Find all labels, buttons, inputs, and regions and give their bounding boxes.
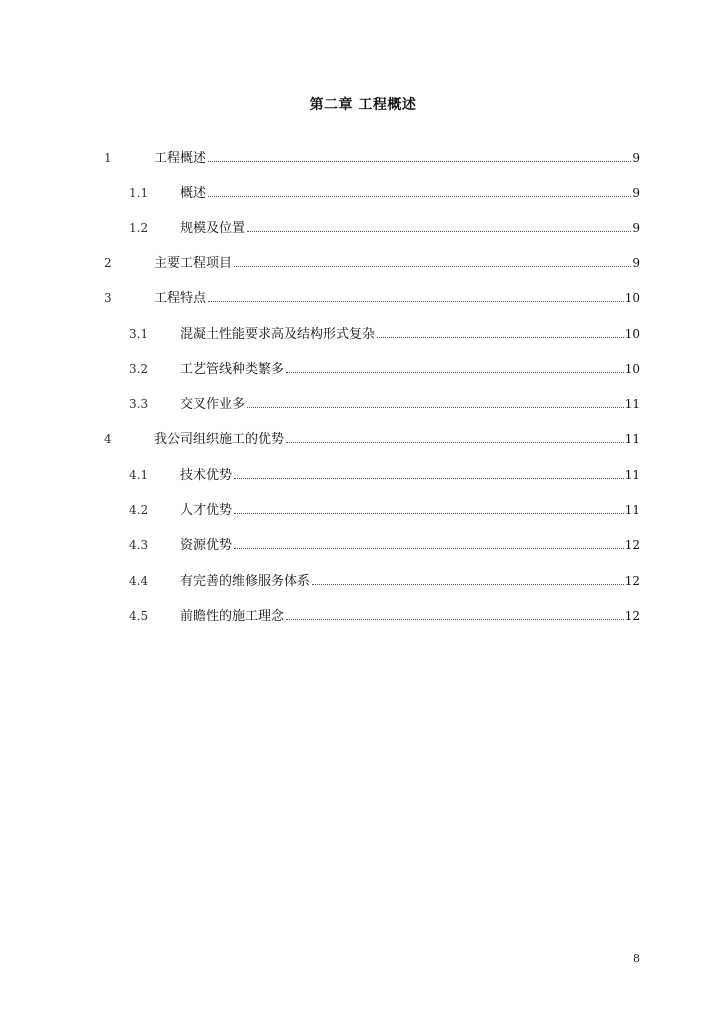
toc-entry-title: 有完善的维修服务体系 [180,574,311,589]
toc-entry[interactable] [0,148,726,168]
toc-entry-page: 11 [624,432,640,446]
toc-entry-title: 我公司组织施工的优势 [154,432,285,447]
dot-leader [234,465,624,479]
toc-entry-page: 11 [624,468,640,482]
dot-leader [247,218,631,232]
toc-entry-title: 工艺管线种类繁多 [180,362,285,377]
toc-entry-number: 1.2 [129,221,149,235]
toc-entry[interactable] [0,465,726,485]
toc-entry-number: 4.5 [129,609,149,623]
toc-entry[interactable] [0,183,726,203]
toc-entry-line [180,465,640,485]
dot-leader [234,253,631,267]
dot-leader [312,571,624,585]
toc-entry-number: 3.1 [129,327,149,341]
toc-entry-page: 9 [632,256,640,270]
toc-entry[interactable] [0,324,726,344]
toc-entry[interactable] [0,253,726,273]
toc-entry[interactable] [0,394,726,414]
toc-entry-line [180,359,640,379]
toc-entry-number: 1 [104,151,112,165]
toc-entry-line [154,288,640,308]
dot-leader [234,500,624,514]
toc-entry-line [180,324,640,344]
toc-entry-page: 9 [632,186,640,200]
toc-entry[interactable] [0,535,726,555]
toc-entry-number: 4.2 [129,503,149,517]
dot-leader [377,324,624,338]
toc-entry-page: 12 [624,574,640,588]
toc-entry-title: 前瞻性的施工理念 [180,609,285,624]
toc-entry-title: 主要工程项目 [154,256,233,271]
dot-leader [286,359,624,373]
dot-leader [208,148,631,162]
toc-entry-title: 工程概述 [154,151,207,166]
toc-entry-line [154,148,640,168]
toc-entry-line [154,253,640,273]
toc-entry-number: 4 [104,432,112,446]
toc-entry-line [154,429,640,449]
toc-entry-page: 9 [632,151,640,165]
toc-entry-page: 10 [624,291,640,305]
toc-entry-page: 11 [624,397,640,411]
toc-entry-title: 人才优势 [180,503,233,518]
toc-entry-number: 4.3 [129,538,149,552]
toc-entry-line [180,535,640,555]
toc-entry[interactable] [0,500,726,520]
toc-entry-number: 4.1 [129,468,149,482]
dot-leader [286,429,624,443]
toc-entry[interactable] [0,288,726,308]
toc-entry-page: 11 [624,503,640,517]
toc-entry-page: 12 [624,609,640,623]
toc-entry-number: 2 [104,256,112,270]
toc-entry-title: 规模及位置 [180,221,246,236]
dot-leader [286,606,624,620]
toc-entry-title: 资源优势 [180,538,233,553]
toc-entry[interactable] [0,218,726,238]
toc-entry-page: 10 [624,362,640,376]
chapter-title: 第二章 工程概述 [309,97,417,113]
toc-entry-page: 9 [632,221,640,235]
toc-entry[interactable] [0,429,726,449]
dot-leader [208,183,631,197]
toc-entry[interactable] [0,359,726,379]
toc-entry-number: 3.3 [129,397,149,411]
toc-entry-line [180,183,640,203]
toc-entry-line [180,394,640,414]
toc-entry-title: 交叉作业多 [180,397,246,412]
toc-entry-line [180,218,640,238]
toc-entry[interactable] [0,606,726,626]
dot-leader [208,288,624,302]
toc-entry-line [180,571,640,591]
toc-entry-number: 3.2 [129,362,149,376]
toc-entry-line [180,606,640,626]
toc-entry-number: 3 [104,291,112,305]
toc-entry-page: 10 [624,327,640,341]
page-number: 8 [633,952,640,965]
toc-entry-page: 12 [624,538,640,552]
toc-entry-title: 技术优势 [180,468,233,483]
toc-entry-number: 4.4 [129,574,149,588]
toc-entry-number: 1.1 [129,186,149,200]
toc-entry-title: 工程特点 [154,291,207,306]
toc-entry-line [180,500,640,520]
toc-entry-title: 概述 [180,186,207,201]
toc-entry-title: 混凝土性能要求高及结构形式复杂 [180,327,376,342]
dot-leader [247,394,624,408]
dot-leader [234,535,624,549]
toc-entry[interactable] [0,571,726,591]
